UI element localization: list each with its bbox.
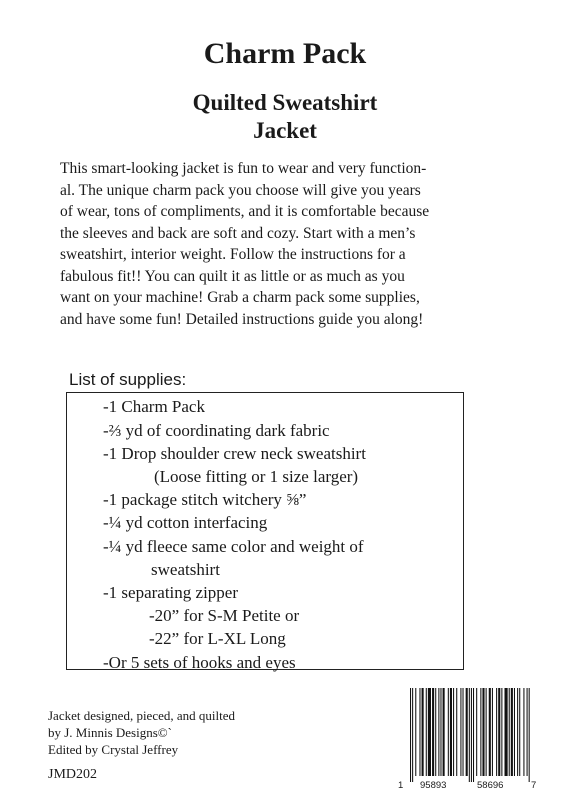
credits-line: Jacket designed, pieced, and quilted xyxy=(48,708,235,723)
barcode-bar xyxy=(482,688,484,776)
page-title: Charm Pack xyxy=(203,37,367,70)
barcode-bar xyxy=(480,688,481,776)
supply-item-note: -20” for S-M Petite or xyxy=(149,606,300,625)
barcode-bar xyxy=(509,688,510,776)
barcode-digit-first: 1 xyxy=(398,780,404,791)
barcode-bar xyxy=(450,688,452,776)
barcode-bar xyxy=(469,688,470,782)
barcode-bar xyxy=(456,688,457,776)
supply-item: -¼ yd cotton interfacing xyxy=(103,513,268,532)
page-subtitle xyxy=(0,89,570,145)
barcode-bar xyxy=(432,688,434,776)
credits-block xyxy=(48,707,235,758)
supply-item: -1 package stitch witchery ⅝” xyxy=(103,490,307,509)
barcode-bar xyxy=(498,688,500,776)
supply-item: -Or 5 sets of hooks and eyes xyxy=(103,653,296,672)
barcode-bar xyxy=(473,688,474,782)
supply-item: -1 separating zipper xyxy=(103,583,238,602)
barcode-bar xyxy=(438,688,439,776)
description-line: fabulous fit!! You can quilt it as little or as much as you xyxy=(60,267,405,285)
supply-item: -⅔ yd of coordinating dark fabric xyxy=(103,421,330,440)
barcode-bar xyxy=(412,688,413,782)
barcode-bar xyxy=(496,688,497,776)
supply-item: -1 Charm Pack xyxy=(103,397,205,416)
description-line: want on your machine! Grab a charm pack some supplies, xyxy=(60,289,420,306)
credits-line: Edited by Crystal Jeffrey xyxy=(48,742,179,757)
credits-line: by J. Minnis Designs©` xyxy=(48,725,172,740)
supplies-heading: List of supplies: xyxy=(69,370,187,389)
barcode-bar xyxy=(492,688,493,776)
barcode-bar xyxy=(501,688,502,776)
description-line: This smart-looking jacket is fun to wear and very function- xyxy=(60,160,427,177)
barcode-bar xyxy=(426,688,427,776)
barcode-bar xyxy=(505,688,508,776)
description-line: sweatshirt, interior weight. Follow the instructions for a xyxy=(60,246,406,263)
barcode-bar xyxy=(517,688,518,776)
supply-item-note: -22” for L-XL Long xyxy=(149,629,286,648)
barcode-bar xyxy=(489,688,491,776)
barcode-bar xyxy=(466,688,468,776)
barcode-bar xyxy=(448,688,449,776)
barcode-bar xyxy=(410,688,411,782)
barcode-bar xyxy=(527,688,528,776)
description-line: of wear, tons of compliments, and it is comfortable because xyxy=(60,203,430,220)
barcode-bar xyxy=(523,688,524,776)
barcode-bars xyxy=(404,688,534,782)
barcode-bar xyxy=(419,688,420,776)
barcode-bar xyxy=(428,688,431,776)
barcode-bar xyxy=(443,688,445,776)
description-paragraph xyxy=(60,158,520,330)
description-line: and have some fun! Detailed instructions guide you along! xyxy=(60,310,424,328)
subtitle-line: Jacket xyxy=(253,118,317,143)
barcode-digits-group: 95893 xyxy=(420,780,447,791)
product-code: JMD202 xyxy=(48,767,98,782)
barcode-bar xyxy=(476,688,477,776)
barcode-bar xyxy=(486,688,487,776)
barcode-bar xyxy=(440,688,441,776)
barcode-bar xyxy=(460,688,461,776)
supply-item-note: sweatshirt xyxy=(151,560,220,579)
supply-item: -1 Drop shoulder crew neck sweatshirt xyxy=(103,444,366,463)
barcode-bar xyxy=(463,688,464,776)
supply-item: -¼ yd fleece same color and weight of xyxy=(103,537,364,556)
barcode-bar xyxy=(415,688,416,776)
barcode-digit-last: 7 xyxy=(531,780,537,791)
barcode-bar xyxy=(422,688,424,776)
barcode-bar xyxy=(471,688,472,782)
barcode-bar xyxy=(453,688,454,776)
barcode-bar xyxy=(529,688,530,782)
description-line: the sleeves and back are soft and cozy. Start with a men’s xyxy=(60,224,416,242)
barcode-bar xyxy=(435,688,436,776)
supply-item-note: (Loose fitting or 1 size larger) xyxy=(154,467,359,486)
barcode-bar xyxy=(511,688,513,776)
barcode-digits-group: 58696 xyxy=(477,780,504,791)
barcode-bar xyxy=(519,688,520,776)
subtitle-line: Quilted Sweatshirt xyxy=(192,90,378,115)
description-line: al. The unique charm pack you choose will give you years xyxy=(60,181,421,199)
barcode-bar xyxy=(514,688,515,776)
